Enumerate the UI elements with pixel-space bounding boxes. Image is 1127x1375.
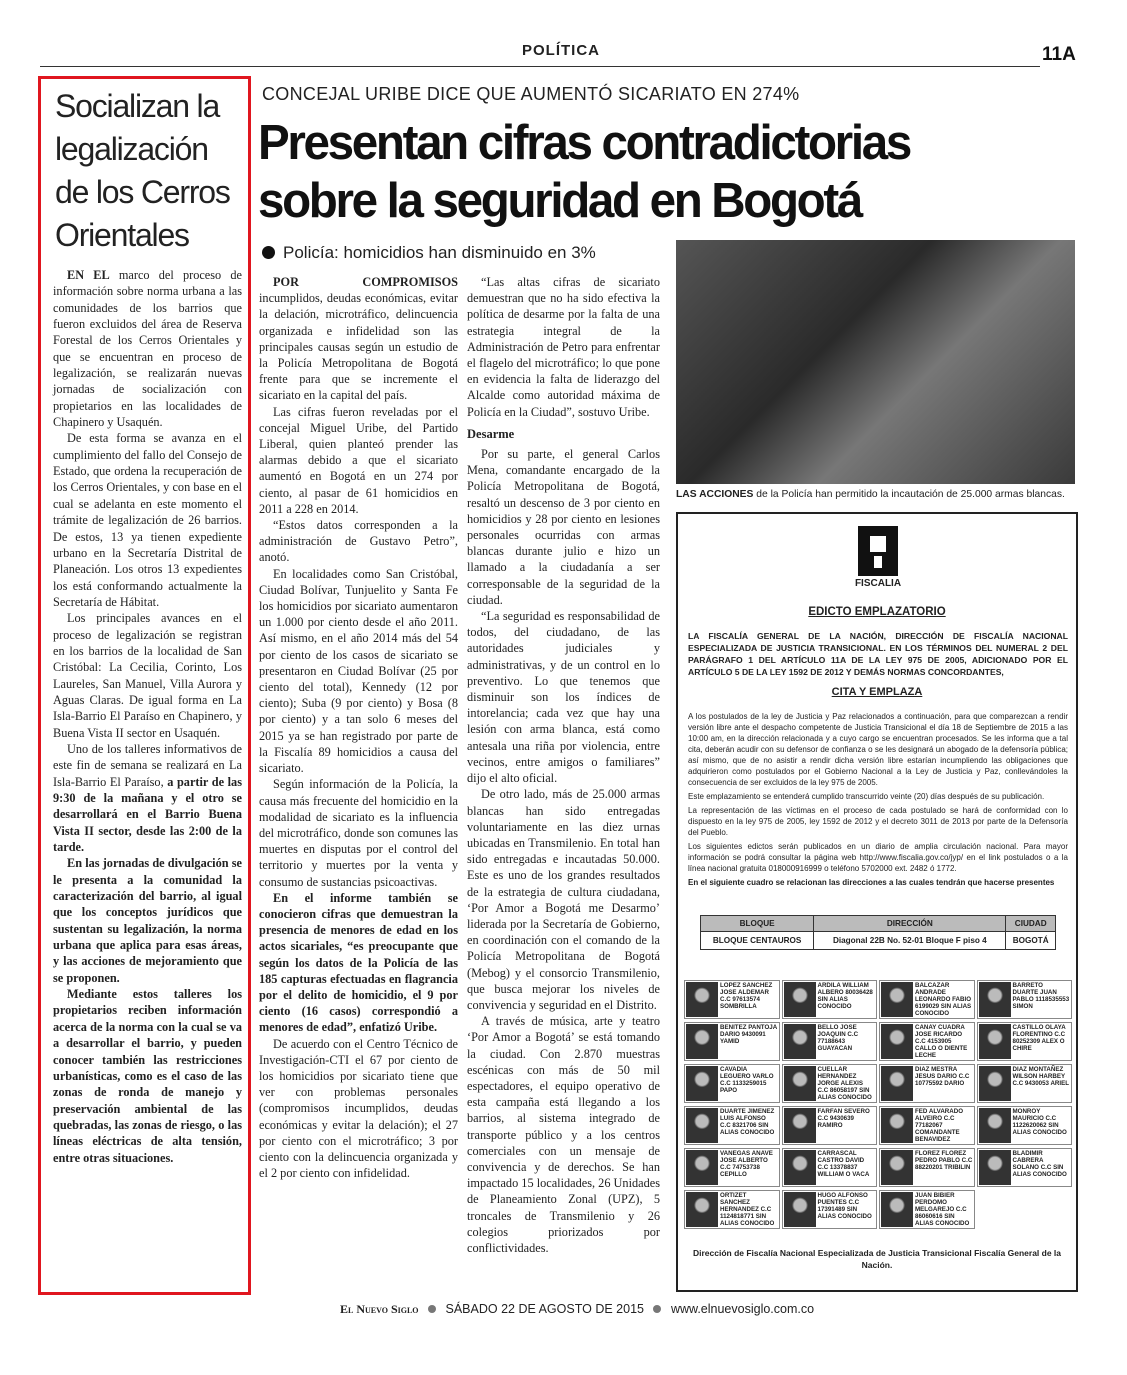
person-photo-icon: [686, 1192, 718, 1227]
sidebar-text: Uno de los talleres informativos de este fin de semana se realizará en La Isla-Barrio El Paraíso,: [53, 741, 242, 789]
person-text: CAVADIA LEGUERO VARLO C.C 1133259015 PAPO: [720, 1066, 774, 1094]
person-photo-icon: [784, 982, 816, 1017]
person-photo-icon: [881, 1150, 913, 1185]
article-paragraph: En el informe también se conocieron cifras que demuestran la presencia de menores de edad en los actos sicariales, “es preocupante que según los datos de la Policía de las 185 capturas efectuadas en flagrancia por el delito de homicidio, el 9 por ciento (16 casos) correspondió a menores de edad”, enfatizó Uribe.: [259, 890, 458, 1035]
table-header-row: [701, 916, 1056, 932]
person-text: FARFAN SEVERO C.C 9430639 RAMIRO: [817, 1108, 870, 1129]
dot-icon: [428, 1305, 436, 1313]
article-subhead: [262, 243, 596, 263]
sidebar-paragraph: De esta forma se avanza en el cumplimiento del fallo del Consejo de Estado, que ordena la recuperación de los Cerros Orientales, y con base en el cual se adelanta en este momento el trámite de legalización de 26 barrios. De estos, 13 ya tienen expediente urbano en la Secretaría Distrital de Planeación. Los otros 13 expedientes los está conformando actualmente la Secretaría de Hábitat.: [53, 431, 242, 609]
person-card: [879, 980, 975, 1019]
person-card: [782, 1190, 878, 1229]
article-paragraph: “Las altas cifras de sicariato demuestran que no ha sido efectiva la política de desarme por la falta de una estrategia integral de la Administración de Petro para enfrentar el flagelo del microtráfico; lo que pone en evidencia la falta de liderazgo del Alcalde como autoridad máxima de Policía en la Ciudad”, sostuvo Uribe.: [467, 275, 660, 419]
person-text: FLOREZ FLOREZ PEDRO PABLO C.C 88220201 TRIBILIN: [915, 1150, 973, 1171]
sidebar-article: [38, 76, 251, 1295]
person-text: CASTILLO OLAYA FLORENTINO C.C 80252309 ALEX O CHIRE: [1012, 1024, 1066, 1052]
person-photo-icon: [881, 1108, 913, 1143]
article-paragraph: Las cifras fueron reveladas por el concejal Miguel Uribe, del Partido Liberal, quien planteó prender las alarmas debido a que el sicariato aumentó en Bogotá en un 274 por ciento, al pasar de 61 homicidios en 2011 a 228 en 2014.: [259, 404, 458, 516]
sidebar-paragraph: [53, 741, 242, 855]
person-photo-icon: [686, 982, 718, 1017]
person-text: BLADIMIR CABRERA SOLANO C.C SIN ALIAS CONOCIDO: [1012, 1150, 1067, 1178]
person-photo-icon: [979, 982, 1011, 1017]
person-text: BENITEZ PANTOJA DARIO 9430091 YAMID: [720, 1024, 777, 1045]
sidebar-lead: EN EL: [67, 268, 110, 282]
edicto-footer: Dirección de Fiscalía Nacional Especializada de Justicia Transicional Fiscalía General de la Nación.: [692, 1248, 1062, 1270]
edicto-ad: [676, 512, 1078, 1292]
person-card: [684, 1064, 780, 1103]
edicto-paragraph: Este emplazamiento se entenderá cumplido transcurrido veinte (20) días después de su publicación.: [688, 792, 1045, 801]
person-card: [782, 1064, 878, 1103]
edicto-paragraph: En el siguiente cuadro se relacionan las direcciones a las cuales tendrán que hacerse presentes: [688, 878, 1055, 887]
person-text: BALCAZAR ANDRADE LEONARDO FABIO 6199029 SIN ALIAS CONOCIDO: [915, 982, 972, 1017]
person-text: DIAZ MESTRA JESUS DARIO C.C 10775592 DARIO: [915, 1066, 970, 1087]
person-photo-icon: [979, 1024, 1011, 1059]
person-text: DIAZ MONTAÑEZ WILSON HARBEY C.C 9430053 ARIEL: [1012, 1066, 1070, 1087]
person-photo-icon: [784, 1150, 816, 1185]
fiscalia-logo-icon: [858, 526, 898, 576]
person-photo-icon: [686, 1024, 718, 1059]
person-photo-icon: [784, 1066, 816, 1101]
table-header: BLOQUE: [701, 916, 814, 932]
person-card: [684, 1148, 780, 1187]
person-card: [684, 980, 780, 1019]
article-headline: Presentan cifras contradictorias sobre la seguridad en Bogotá: [258, 116, 910, 228]
table-cell: BOGOTÁ: [1006, 932, 1056, 950]
sidebar-paragraph: [53, 267, 242, 430]
person-card: [879, 1106, 975, 1145]
article-column-1: [259, 274, 458, 1181]
person-photo-icon: [881, 1024, 913, 1059]
table-cell: Diagonal 22B No. 52-01 Bloque F piso 4: [814, 932, 1006, 950]
person-text: BELLO JOSE JOAQUIN C.C 77188643 GUAYACAN: [817, 1024, 859, 1052]
logo-text: FISCALIA: [854, 578, 902, 589]
person-photo-icon: [686, 1150, 718, 1185]
table-row: [701, 932, 1056, 950]
sidebar-paragraph: Mediante estos talleres los propietarios reciben información acerca de la norma con la cual se va a desarrollar el barrio, y pueden conocer también las restricciones urbanísticas, como es el caso de las zonas de ronda de manejo y preservación ambiental de las quebradas, las zonas de riesgo, o las líneas eléctricas de alta tensión, entre otras situaciones.: [53, 987, 242, 1165]
person-text: ORTIZET SANCHEZ HERNANDEZ C.C 1124818771 SIN ALIAS CONOCIDO: [720, 1192, 775, 1227]
edicto-intro: LA FISCALÍA GENERAL DE LA NACIÓN, DIRECCIÓN DE FISCALÍA NACIONAL ESPECIALIZADA DE JUSTICIA TRANSICIONAL. EN LOS TÉRMINOS DEL NUMERAL 2 DEL PARÁGRAFO 1 DEL ARTÍCULO 11A DE LA LEY 975 DE 2005, ADICIONADO POR EL ARTÍCULO 5 DE LA LEY 1592 DE 2012 Y DEMÁS NORMAS CONCORDANTES,: [688, 631, 1068, 677]
person-card: [782, 1106, 878, 1145]
person-photo-icon: [881, 1192, 913, 1227]
footer-brand: El Nuevo Siglo: [340, 1302, 419, 1316]
sidebar-paragraph: Los principales avances en el proceso de legalización se registran en los barrios de la localidad de San Cristóbal: La Cecilia, Corinto, Los Laureles, San Manuel, Villa Aurora y Aguas Claras. De igual forma en La Isla-Barrio El Paraíso en Chapinero, y Buena Vista II sector en Usaquén.: [53, 611, 242, 740]
article-paragraph: “La seguridad es responsabilidad de todos, del ciudadano, de las autoridades judiciales y administrativas, y de un control en lo preventivo. Lo que tenemos que disminuir son los índices de intorelancia; cada vez que hay una lesión con arma blanca, está como antesala una riña por violencia, entre vecinos, entre amigos o familiares” dijo el alto oficial.: [467, 609, 660, 786]
person-photo-icon: [784, 1024, 816, 1059]
person-text: CUELLAR HERNANDEZ JORGE ALEXIS C.C 86058197 SIN ALIAS CONOCIDO: [817, 1066, 872, 1101]
table-header: DIRECCIÓN: [814, 916, 1006, 932]
subhead-text: Policía: homicidios han disminuido en 3%: [283, 243, 596, 262]
bullet-icon: [262, 246, 275, 259]
person-text: LOPEZ SANCHEZ JOSE ALDEMAR C.C 97613574 SOMBRILLA: [720, 982, 773, 1010]
person-card: [782, 1022, 878, 1061]
edicto-table: [700, 915, 1056, 950]
sidebar-bold-text: a partir de las 9:30 de la mañana y el otro se desarrollará en el Barrio Buena Vista II sector, desde las 2:00 de la tarde.: [53, 774, 242, 855]
person-photo-icon: [784, 1108, 816, 1143]
person-text: FED ALVARADO ALVEIRO C.C 77182067 COMANDANTE BENAVIDEZ: [915, 1108, 964, 1143]
article-paragraph: De otro lado, más de 25.000 armas blancas han sido entregadas voluntariamente en las diez urnas ubicadas en Transmilenio. En total han sido entregadas e incautadas 50.000. Este es uno de los grandes resultados de la estrategia de cultura ciudadana, ‘Por Amor a Bogotá me Desarmo’ liderada por la Secretaría de Gobierno, en coordinación con el comando de la Policía Metropolitana de Bogotá (Mebog) y el consorcio Transmilenio, que busca mejorar los niveles de convivencia y seguridad en el Distrito.: [467, 787, 660, 1012]
edicto-paragraph: La representación de las víctimas en el proceso de cada postulado se hará de conformidad con lo dispuesto en la ley 975 de 2005, ley 1592 de 2012 y el decreto 3011 de 2013 por parte de la Defensoría del Pueblo.: [688, 806, 1068, 837]
article-paragraph: Según información de la Policía, la causa más frecuente del homicidio en la modalidad de sicariato es la influencia del microtráfico, donde son comunes las muertes en disputas por el control del territorio y muertes por la venta y consumo de sustancias psicoactivas.: [259, 777, 458, 889]
table-header: CIUDAD: [1006, 916, 1056, 932]
person-card: [879, 1064, 975, 1103]
people-grid: [684, 980, 1072, 1229]
person-photo-icon: [979, 1108, 1011, 1143]
person-photo-icon: [881, 982, 913, 1017]
footer-url[interactable]: www.elnuevosiglo.com.co: [670, 1302, 815, 1316]
person-text: BARRETO DUARTE JUAN PABLO 1118535553 SIMON: [1012, 982, 1070, 1010]
dot-icon: [653, 1305, 661, 1313]
caption-lead: LAS ACCIONES: [676, 489, 754, 500]
section-header: [0, 40, 1127, 66]
article-lead: POR COMPROMISOS: [273, 275, 458, 289]
person-text: VANEGAS ANAVE JOSE ALBERTO C.C 74753738 CEPILLO: [720, 1150, 773, 1178]
edicto-cita: CITA Y EMPLAZA: [831, 686, 923, 698]
edicto-paragraph: Los siguientes edictos serán publicados en un diario de amplia circulación nacional. Para mayor información se podrá consultar la página web http://www.fiscalia.gov.co/jyp/ en el link postulados o a la línea nacional gratuita 018000916999 o teléfono 5702000 ext. 2482 ó 1772.: [688, 842, 1068, 873]
person-photo-icon: [979, 1066, 1011, 1101]
page-number: 11A: [1042, 44, 1076, 65]
person-card: [879, 1148, 975, 1187]
sidebar-body: [53, 267, 242, 1166]
article-paragraph: [259, 274, 458, 404]
photo-caption: [676, 489, 1075, 500]
sidebar-text: marco del proceso de información sobre norma urbana a las comunidades de los barrios que fueron excluidos del área de Reserva Forestal de los Cerros Orientales y que se encuentran en proceso de legalización, se realizarán nuevas jornadas de socialización con propietarios en las localidades de Chapinero y Usaquén.: [53, 268, 242, 430]
person-text: HUGO ALFONSO PUENTES C.C 17391489 SIN ALIAS CONOCIDO: [817, 1192, 872, 1220]
person-card: [684, 1022, 780, 1061]
article-subheading: Desarme: [467, 426, 515, 441]
article-paragraph: En localidades como San Cristóbal, Ciudad Bolívar, Tunjuelito y Santa Fe los homicidios por sicariato aumentaron un 1.000 por ciento desde el año 2011. Así mismo, en el año 2014 más del 54 por ciento de los casos de sicariato se presentaron en Ciudad Bolívar (25 por ciento del total), Kennedy (12 por ciento); Suba (9 por ciento) y Bosa (8 por ciento) y a tan solo 6 meses del 2015 ya se han registrado por parte de la Fiscalía 89 homicidios a causa del sicariato.: [259, 566, 458, 776]
person-text: CARRASCAL CASTRO DAVID C.C 13378837 WILLIAM O VACA: [817, 1150, 870, 1178]
edicto-paragraph: A los postulados de la ley de Justicia y Paz relacionados a continuación, para que comparezcan a rendir versión libre ante el despacho competente de Justicia Transicional el día 18 de Septiembre de 2015 a las 10:00 am, en la dirección relacionada y a cuyo cargo se encuentran procesados. Se les informa que a tal cita, deberán acudir con su defensor de confianza o se les designará un abogado de la defensoría pública; así mismo, que de no asistir a rendir dicha versión libre estarían incumpliendo las obligaciones que adquirieron como postulados por el Gobierno Nacional a la Ley de Justicia y Paz, conllevándoles la consecuencia de ser excluidos de la ley 975 de 2005.: [688, 712, 1068, 787]
page-footer: [340, 1302, 814, 1317]
article-column-2: [467, 274, 660, 1256]
person-text: JUAN BIBIER PERDOMO MELGAREJO C.C 86060616 SIN ALIAS CONOCIDO: [915, 1192, 970, 1227]
person-card: [782, 980, 878, 1019]
article-paragraph: De acuerdo con el Centro Técnico de Investigación-CTI el 67 por ciento de los homicidios por sicariato tiene que ver con problemas personales (compromisos incumplidos, deudas económicas y evitar la delación); el 27 por ciento con el microtráfico; 3 por ciento con la delincuencia organizada y el 2 por ciento con infidelidad.: [259, 1036, 458, 1181]
article-paragraph: Por su parte, el general Carlos Mena, comandante encargado de la Policía Metropolitana de Bogotá, resaltó un descenso de 3 por ciento en homicidios y 28 por ciento en lesiones personales ocurridas con armas blancas durante julio e hizo un llamado a la ciudadanía a ser corresponsable de la seguridad de la ciudad.: [467, 447, 660, 607]
sidebar-title: Socializan la legalización de los Cerros Orientales: [55, 88, 230, 253]
person-card: [977, 1022, 1073, 1061]
article-kicker: CONCEJAL URIBE DICE QUE AUMENTÓ SICARIATO EN 274%: [262, 84, 800, 104]
article-paragraph: “Estos datos corresponden a la administración de Gustavo Petro”, anotó.: [259, 518, 458, 565]
person-text: ARDILA WILLIAM ALBERO 80036428 SIN ALIAS CONOCIDO: [817, 982, 873, 1010]
person-card: [977, 1106, 1073, 1145]
person-card: [879, 1022, 975, 1061]
person-photo-icon: [686, 1108, 718, 1143]
person-card: [684, 1190, 780, 1229]
table-cell: BLOQUE CENTAUROS: [701, 932, 814, 950]
caption-text: de la Policía han permitido la incautación de 25.000 armas blancas.: [753, 489, 1065, 500]
person-text: CANAY CUADRA JOSE RICARDO C.C 4153905 CALLO O DIENTE LECHE: [915, 1024, 968, 1059]
edicto-body: [688, 711, 1068, 891]
sidebar-paragraph: En las jornadas de divulgación se le presenta a la comunidad la caracterización del barrio, al igual que los conceptos jurídicos que sustentan su legalización, la norma urbana que aplica para esas áreas, y las acciones de mejoramiento que se proponen.: [53, 856, 242, 985]
person-card: [977, 1064, 1073, 1103]
edicto-title: EDICTO EMPLAZATORIO: [808, 606, 946, 618]
person-text: DUARTE JIMENEZ LUIS ALFONSO C.C 8321706 SIN ALIAS CONOCIDO: [720, 1108, 775, 1136]
person-card: [977, 980, 1073, 1019]
person-card: [782, 1148, 878, 1187]
article-paragraph: A través de música, arte y teatro ‘Por Amor a Bogotá’ se está tomando la ciudad. Con 2.870 muestras escénicas con más de 50 mil espectadores, el equipo operativo de esta campaña está llegando a los barrios, al sistema integrado de transporte público y a los centros comerciales con un mensaje de convivencia y de derechos. Se han impactado 15 localidades, 26 Unidades de Planeamiento Zonal (UPZ), 5 troncales de Transmilenio y 26 colegios priorizados por conflictividades.: [467, 1014, 660, 1255]
police-photo: [676, 240, 1075, 484]
section-rule: [40, 66, 1040, 67]
person-text: MONROY MAURICIO C.C 1122620062 SIN ALIAS CONOCIDO: [1012, 1108, 1067, 1136]
article-text: incumplidos, deudas económicas, evitar la delación, microtráfico, delincuencia organizada e infidelidad son las principales causas según un estudio de la Policía Metropolitana de Bogotá frente para que se incremente el sicariato en la capital del país.: [259, 291, 458, 403]
person-photo-icon: [784, 1192, 816, 1227]
person-photo-icon: [881, 1066, 913, 1101]
person-photo-icon: [979, 1150, 1011, 1185]
person-card: [879, 1190, 975, 1229]
footer-date: SÁBADO 22 DE AGOSTO DE 2015: [445, 1302, 644, 1316]
person-card: [684, 1106, 780, 1145]
person-photo-icon: [686, 1066, 718, 1101]
person-card: [977, 1148, 1073, 1187]
section-label: POLÍTICA: [522, 42, 600, 59]
